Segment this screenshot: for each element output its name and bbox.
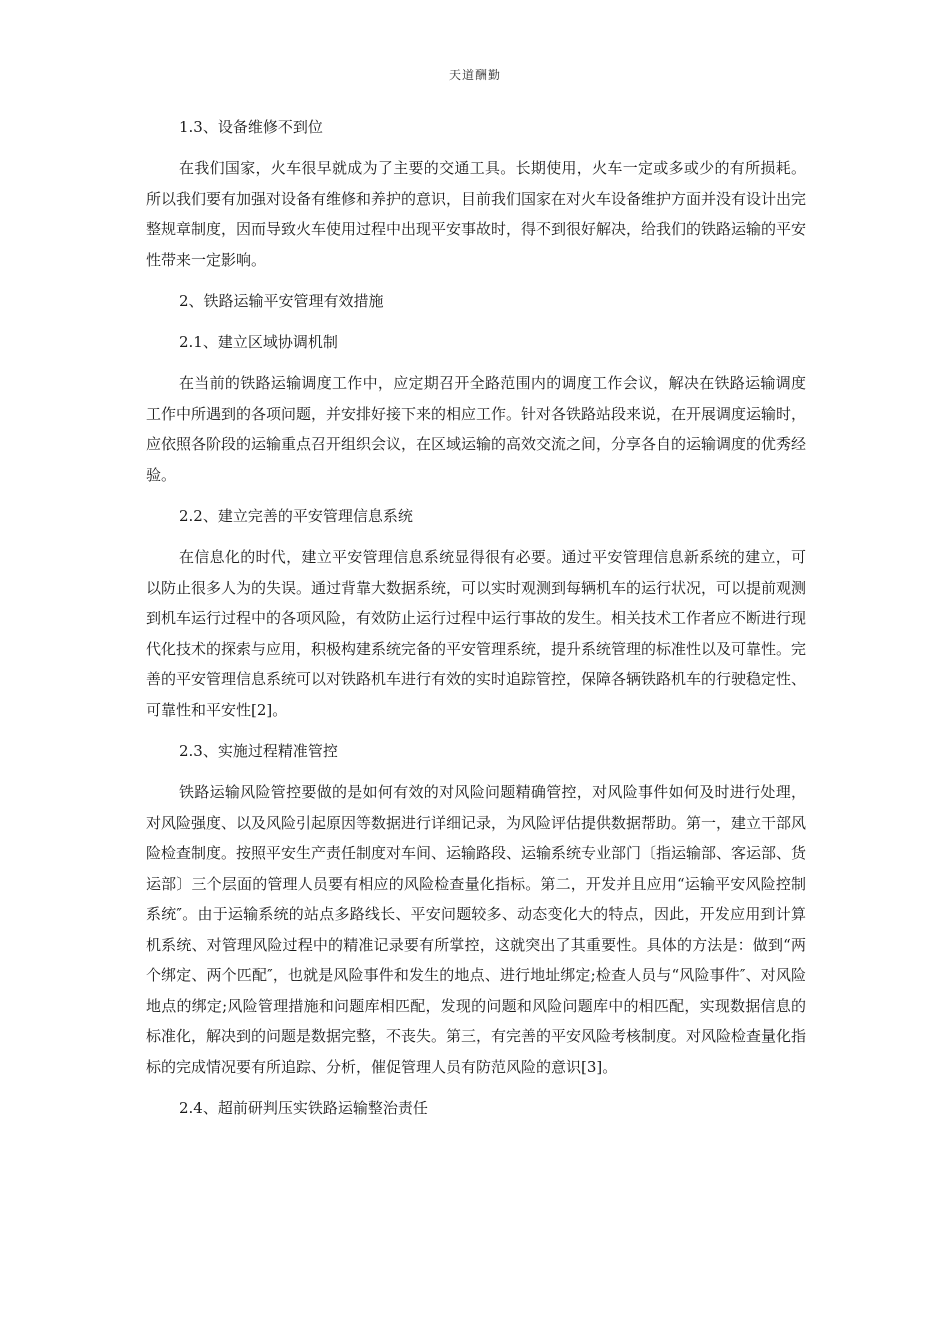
section-heading-2-2: 2.2、建立完善的平安管理信息系统 bbox=[179, 507, 413, 525]
section-heading-1-3: 1.3、设备维修不到位 bbox=[179, 118, 323, 136]
section-heading-2-4: 2.4、超前研判压实铁路运输整治责任 bbox=[179, 1099, 428, 1117]
section-heading-2: 2、铁路运输平安管理有效措施 bbox=[179, 292, 384, 310]
page-header: 天道酬勤 bbox=[448, 68, 501, 82]
section-paragraph-2-2: 在信息化的时代，建立平安管理信息系统显得很有必要。通过平安管理信息新系统的建立，可以防止很多人为的失误。通过背靠大数据系统，可以实时观测到每辆机车的运行状况，可以提前观测到机车运行过程中的各项风险，有效防止运行过程中运行事故的发生。相关技术工作者应不断进行现代化技术的探索与应用，积极构建系统完备的平安管理系统，提升系统管理的标准性以及可靠性。完善的平安管理信息系统可以对铁路机车进行有效的实时追踪管控，保障各辆铁路机车的行驶稳定性、可靠性和平安性[2]。 bbox=[146, 548, 807, 719]
document-body bbox=[146, 112, 806, 1134]
section-heading-2-3: 2.3、实施过程精准管控 bbox=[179, 742, 338, 760]
section-paragraph-1-3: 在我们国家，火车很早就成为了主要的交通工具。长期使用，火车一定或多或少的有所损耗。所以我们要有加强对设备有维修和养护的意识，目前我们国家在对火车设备维护方面并没有设计出完整规章制度，因而导致火车使用过程中出现平安事故时，得不到很好解决，给我们的铁路运输的平安性带来一定影响。 bbox=[146, 159, 807, 269]
section-heading-2-1: 2.1、建立区域协调机制 bbox=[179, 333, 338, 351]
section-paragraph-2-3: 铁路运输风险管控要做的是如何有效的对风险问题精确管控，对风险事件如何及时进行处理，对风险强度、以及风险引起原因等数据进行详细记录，为风险评估提供数据帮助。第一，建立干部风险检查制度。按照平安生产责任制度对车间、运输路段、运输系统专业部门〔指运输部、客运部、货运部〕三个层面的管理人员要有相应的风险检查量化指标。第二，开发并且应用“运输平安风险控制系统″。由于运输系统的站点多路线长、平安问题较多、动态变化大的特点，因此，开发应用到计算机系统、对管理风险过程中的精准记录要有所掌控，这就突出了其重要性。具体的方法是：做到“两个绑定、两个匹配″，也就是风险事件和发生的地点、进行地址绑定;检查人员与“风险事件″、对风险地点的绑定;风险管理措施和问题库相匹配，发现的问题和风险问题库中的相匹配，实现数据信息的标准化，解决到的问题是数据完整，不丧失。第三，有完善的平安风险考核制度。对风险检查量化指标的完成情况要有所追踪、分析，催促管理人员有防范风险的意识[3]。 bbox=[146, 783, 807, 1076]
section-paragraph-2-1: 在当前的铁路运输调度工作中，应定期召开全路范围内的调度工作会议，解决在铁路运输调度工作中所遇到的各项问题，并安排好接下来的相应工作。针对各铁路站段来说，在开展调度运输时，应依照各阶段的运输重点召开组织会议，在区域运输的高效交流之间，分享各自的运输调度的优秀经验。 bbox=[146, 374, 807, 484]
